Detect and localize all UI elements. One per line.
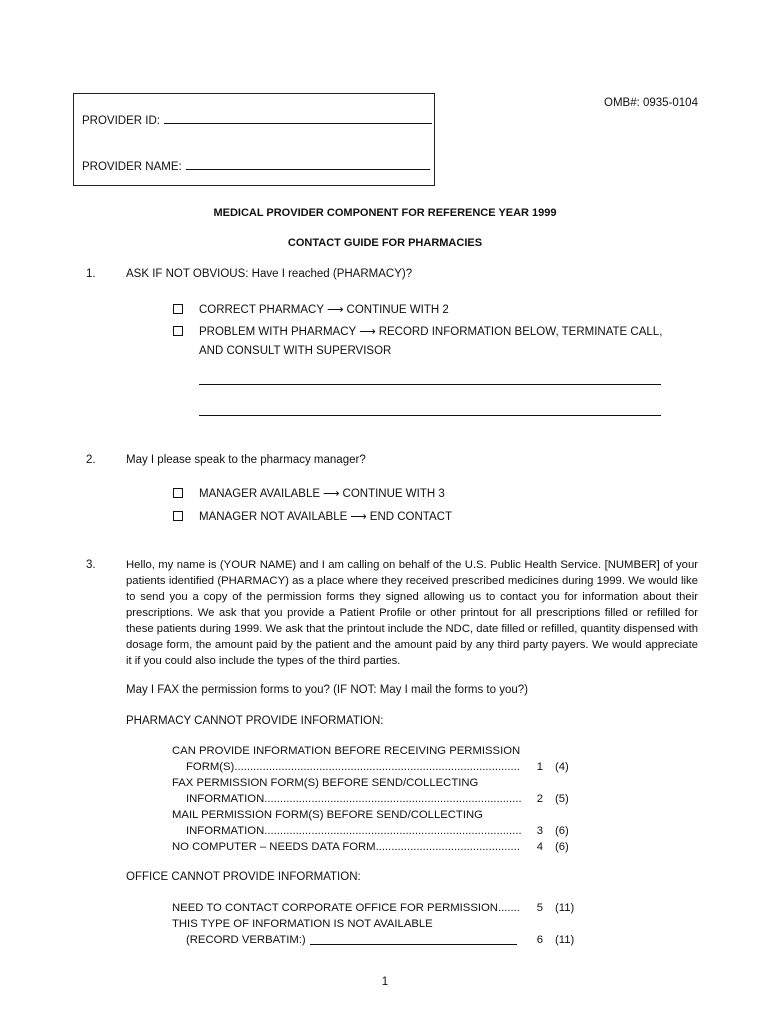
response-1-label-cont: FORM(S) <box>186 761 235 773</box>
response-3-line1 <box>172 807 577 823</box>
q3-script-paragraph: Hello, my name is (YOUR NAME) and I am calling on behalf of the U.S. Public Health Service. [NUMBER] of your patients identified (PHARMACY) as a place where they received prescribed medicines during 1999. We would like to send you a copy of the permission forms they signed allowing us to contact you for information about their prescriptions. We ask that you provide a Patient Profile or other printout for all prescriptions filled or refilled for these patients during 1999. We ask that the printout include the NDC, date filled or refilled, quantity dispensed with dosage form, the amount paid by the patient and the amount paid by any third party payers. We would appreciate it if you could also include the types of the third parties. <box>126 559 698 667</box>
q3-fax-question: May I FAX the permission forms to you? (IF NOT: May I mail the forms to you?) <box>126 684 528 696</box>
response-4-code: 4 <box>536 841 543 853</box>
response-4-skip: (6) <box>555 841 569 853</box>
response-3-label: MAIL PERMISSION FORM(S) BEFORE SEND/COLLECTING <box>172 809 483 821</box>
q1-option-2-line2: AND CONSULT WITH SUPERVISOR <box>199 345 392 357</box>
q1-option-1 <box>199 303 449 318</box>
response-6-code: 6 <box>536 934 543 946</box>
provider-id-field[interactable] <box>164 112 432 124</box>
provider-id-label: PROVIDER ID: <box>82 115 160 127</box>
q2-option-1-checkbox[interactable] <box>173 488 183 498</box>
q1-option-1-checkbox[interactable] <box>173 304 183 314</box>
response-5-line1[interactable] <box>172 900 577 916</box>
pharmacy-response-list <box>172 743 577 855</box>
provider-info-box <box>73 93 435 186</box>
response-1-skip: (4) <box>555 761 569 773</box>
document-title: MEDICAL PROVIDER COMPONENT FOR REFERENCE YEAR 1999 <box>213 207 557 219</box>
response-5-code: 5 <box>536 902 543 914</box>
q2-text: May I please speak to the pharmacy manager? <box>126 454 366 466</box>
response-5-label: NEED TO CONTACT CORPORATE OFFICE FOR PERMISSION <box>172 902 498 914</box>
q1-text: ASK IF NOT OBVIOUS: Have I reached (PHARMACY)? <box>126 268 413 280</box>
provider-id-row <box>82 112 432 129</box>
response-1-line2[interactable] <box>172 759 577 775</box>
record-info-line-1[interactable] <box>199 384 661 385</box>
leader-dots <box>264 823 521 839</box>
response-2-code: 2 <box>536 793 543 805</box>
response-5-skip: (11) <box>555 902 575 914</box>
response-6-label: THIS TYPE OF INFORMATION IS NOT AVAILABLE <box>172 918 433 930</box>
leader-dots <box>264 791 521 807</box>
q1-option-2-instruction: RECORD INFORMATION BELOW, TERMINATE CALL, <box>378 326 663 338</box>
verbatim-blank-field[interactable] <box>310 932 517 945</box>
response-3-code: 3 <box>536 825 543 837</box>
q2-number: 2. <box>86 454 96 466</box>
response-6-label-cont: (RECORD VERBATIM:) <box>186 934 306 946</box>
q2-option-2-label: MANAGER NOT AVAILABLE <box>199 511 348 523</box>
response-2-label-cont: INFORMATION <box>186 793 265 805</box>
provider-name-field[interactable] <box>186 158 430 170</box>
response-1-code: 1 <box>536 761 543 773</box>
q1-option-2 <box>199 325 662 340</box>
response-6-line2[interactable] <box>172 932 577 948</box>
q2-option-1-label: MANAGER AVAILABLE <box>199 488 321 500</box>
response-2-line2[interactable] <box>172 791 577 807</box>
response-2-skip: (5) <box>555 793 569 805</box>
omb-number: OMB#: 0935-0104 <box>604 97 698 109</box>
q2-option-1-instruction: CONTINUE WITH 3 <box>342 488 445 500</box>
provider-name-row <box>82 158 430 175</box>
q2-option-2 <box>199 510 452 525</box>
leader-dots <box>234 759 521 775</box>
q1-option-1-instruction: CONTINUE WITH 2 <box>346 304 449 316</box>
page-number: 1 <box>381 976 389 988</box>
response-4-label: NO COMPUTER – NEEDS DATA FORM <box>172 841 376 853</box>
office-response-list <box>172 900 577 948</box>
office-cannot-heading: OFFICE CANNOT PROVIDE INFORMATION: <box>126 871 361 883</box>
q1-number: 1. <box>86 268 96 280</box>
q2-option-2-instruction: END CONTACT <box>369 511 452 523</box>
response-4-line1[interactable] <box>172 839 577 855</box>
q1-option-1-label: CORRECT PHARMACY <box>199 304 325 316</box>
provider-name-label: PROVIDER NAME: <box>82 161 182 173</box>
response-3-line2[interactable] <box>172 823 577 839</box>
response-2-label: FAX PERMISSION FORM(S) BEFORE SEND/COLLECTING <box>172 777 479 789</box>
response-6-line1 <box>172 916 577 932</box>
response-3-skip: (6) <box>555 825 569 837</box>
arrow-right-icon: ⟶ <box>323 488 340 500</box>
q3-number: 3. <box>86 559 96 571</box>
response-1-line1 <box>172 743 577 759</box>
leader-dots <box>498 900 521 916</box>
q1-option-2-label: PROBLEM WITH PHARMACY <box>199 326 357 338</box>
arrow-right-icon: ⟶ <box>327 304 344 316</box>
record-info-line-2[interactable] <box>199 415 661 416</box>
q2-option-2-checkbox[interactable] <box>173 511 183 521</box>
q2-option-1 <box>199 487 445 502</box>
response-6-skip: (11) <box>555 934 575 946</box>
document-subtitle: CONTACT GUIDE FOR PHARMACIES <box>287 237 483 249</box>
pharmacy-cannot-heading: PHARMACY CANNOT PROVIDE INFORMATION: <box>126 715 384 727</box>
arrow-right-icon: ⟶ <box>350 511 367 523</box>
leader-dots <box>376 839 521 855</box>
response-1-label: CAN PROVIDE INFORMATION BEFORE RECEIVING PERMISSION <box>172 745 521 757</box>
arrow-right-icon: ⟶ <box>359 326 376 338</box>
response-2-line1 <box>172 775 577 791</box>
q1-option-2-checkbox[interactable] <box>173 326 183 336</box>
response-3-label-cont: INFORMATION <box>186 825 265 837</box>
